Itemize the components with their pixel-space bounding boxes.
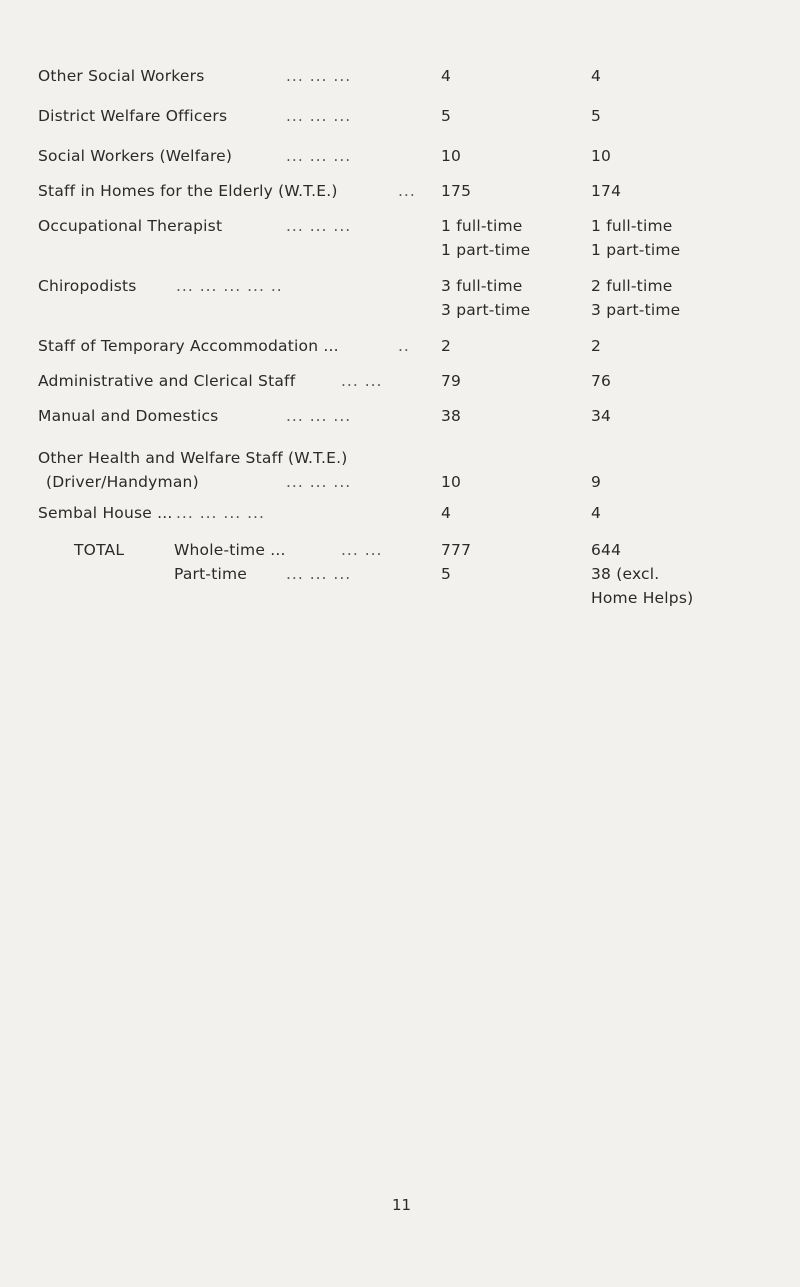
leader-dots: ... ... ... bbox=[286, 473, 352, 491]
total-whole-col2: 644 bbox=[591, 541, 622, 559]
total-label: TOTAL bbox=[74, 541, 125, 559]
leader-dots: ... ... ... bbox=[286, 565, 352, 583]
value-col1: 5 bbox=[441, 107, 452, 125]
row-label: Administrative and Clerical Staff bbox=[38, 372, 296, 390]
leader-dots: ... ... ... ... .. bbox=[176, 277, 283, 295]
leader-dots: .. bbox=[398, 337, 410, 355]
leader-dots: ... ... ... bbox=[286, 67, 352, 85]
leader-dots: ... ... ... bbox=[286, 107, 352, 125]
part-time-label: Part-time bbox=[174, 565, 248, 583]
total-part-col2: 38 (excl. bbox=[591, 565, 660, 583]
total-part-col1: 5 bbox=[441, 565, 452, 583]
value-col1: 4 bbox=[441, 504, 452, 522]
leader-dots: ... ... ... ... bbox=[176, 504, 265, 522]
row-label-line2: (Driver/Handyman) bbox=[46, 473, 199, 491]
row-label: Staff in Homes for the Elderly (W.T.E.) bbox=[38, 182, 338, 200]
value-col1: 38 bbox=[441, 407, 462, 425]
whole-time-label: Whole-time ... bbox=[174, 541, 286, 559]
value-col1: 1 full-time bbox=[441, 217, 523, 235]
value-col1: 10 bbox=[441, 473, 462, 491]
value-col2: 174 bbox=[591, 182, 622, 200]
value-col2: 4 bbox=[591, 67, 602, 85]
value-col1: 3 full-time bbox=[441, 277, 523, 295]
row-label: Occupational Therapist bbox=[38, 217, 223, 235]
value-col2: 9 bbox=[591, 473, 602, 491]
value-col2-line2: 3 part-time bbox=[591, 301, 681, 319]
leader-dots: ... ... ... bbox=[286, 147, 352, 165]
row-label: Other Social Workers bbox=[38, 67, 205, 85]
row-label: Social Workers (Welfare) bbox=[38, 147, 233, 165]
row-label: Other Health and Welfare Staff (W.T.E.) bbox=[38, 449, 348, 467]
leader-dots: ... bbox=[398, 182, 416, 200]
row-label: District Welfare Officers bbox=[38, 107, 228, 125]
value-col1-line2: 1 part-time bbox=[441, 241, 531, 259]
row-label: Manual and Domestics bbox=[38, 407, 219, 425]
value-col2: 2 full-time bbox=[591, 277, 673, 295]
value-col2: 2 bbox=[591, 337, 602, 355]
total-part-col2-line2: Home Helps) bbox=[591, 589, 694, 607]
value-col2: 5 bbox=[591, 107, 602, 125]
row-label: Sembal House ... bbox=[38, 504, 173, 522]
value-col1: 10 bbox=[441, 147, 462, 165]
row-label: Chiropodists bbox=[38, 277, 137, 295]
value-col2-line2: 1 part-time bbox=[591, 241, 681, 259]
value-col1: 2 bbox=[441, 337, 452, 355]
value-col2: 34 bbox=[591, 407, 612, 425]
total-whole-col1: 777 bbox=[441, 541, 472, 559]
value-col2: 76 bbox=[591, 372, 612, 390]
value-col2: 4 bbox=[591, 504, 602, 522]
page-number: 11 bbox=[392, 1196, 412, 1214]
row-label: Staff of Temporary Accommodation ... bbox=[38, 337, 339, 355]
leader-dots: ... ... bbox=[341, 372, 383, 390]
leader-dots: ... ... ... bbox=[286, 217, 352, 235]
value-col2: 10 bbox=[591, 147, 612, 165]
leader-dots: ... ... ... bbox=[286, 407, 352, 425]
value-col1: 175 bbox=[441, 182, 472, 200]
value-col1-line2: 3 part-time bbox=[441, 301, 531, 319]
value-col1: 79 bbox=[441, 372, 462, 390]
value-col1: 4 bbox=[441, 67, 452, 85]
value-col2: 1 full-time bbox=[591, 217, 673, 235]
leader-dots: ... ... bbox=[341, 541, 383, 559]
